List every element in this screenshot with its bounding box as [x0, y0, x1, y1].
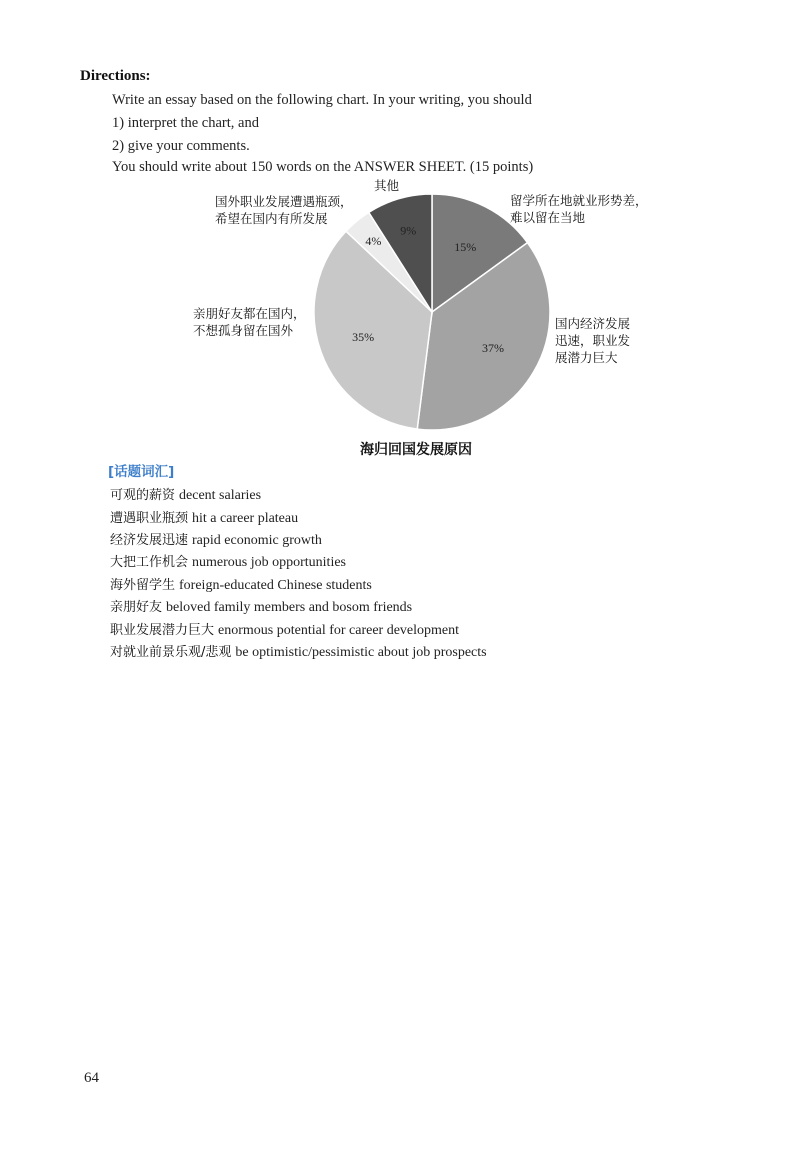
- vocabulary-english: hit a career plateau: [192, 511, 299, 526]
- slice-value-label: 4%: [365, 234, 382, 249]
- slice-annotation: 不想孤身留在国外: [193, 323, 294, 338]
- vocabulary-item: [110, 574, 372, 594]
- vocabulary-english: beloved family members and bosom friends: [166, 600, 413, 615]
- slice-annotation: 其他: [374, 178, 400, 193]
- vocabulary-chinese: 经济发展迅速: [110, 533, 189, 548]
- vocabulary-chinese: 海外留学生: [110, 578, 176, 593]
- instruction-line: Write an essay based on the following chart. In your writing, you should: [112, 92, 532, 108]
- vocabulary-item: [110, 596, 412, 616]
- slice-annotation: 亲朋好友都在国内，: [193, 306, 306, 321]
- vocabulary-header: [话题词汇]: [108, 464, 175, 480]
- vocabulary-item: [110, 529, 322, 549]
- instruction-line: 2) give your comments.: [112, 138, 250, 154]
- vocabulary-english: decent salaries: [179, 488, 262, 503]
- slice-annotation: 难以留在当地: [510, 210, 586, 225]
- slice-value-label: 37%: [481, 341, 504, 356]
- vocabulary-english: enormous potential for career development: [218, 623, 460, 638]
- slice-annotation: 展潜力巨大: [555, 350, 618, 365]
- slice-annotation: 希望在国内有所发展: [215, 211, 328, 226]
- slice-value-label: 35%: [352, 329, 375, 344]
- vocabulary-english: numerous job opportunities: [192, 555, 347, 570]
- instruction-line: 1) interpret the chart, and: [112, 115, 259, 131]
- vocabulary-chinese: 大把工作机会: [110, 555, 189, 570]
- directions-heading: Directions:: [80, 68, 151, 84]
- vocabulary-chinese: 可观的薪资: [110, 488, 176, 503]
- vocabulary-item: [110, 484, 261, 504]
- pie-chart-container: [0, 0, 800, 470]
- vocabulary-chinese: 亲朋好友: [110, 600, 163, 615]
- vocabulary-english: foreign-educated Chinese students: [179, 578, 372, 593]
- vocabulary-chinese: 职业发展潜力巨大: [110, 623, 215, 638]
- slice-annotation: 国内经济发展: [555, 316, 631, 331]
- pie-chart: [0, 0, 800, 470]
- slice-value-label: 9%: [400, 223, 417, 238]
- vocabulary-english: be optimistic/pessimistic about job prospects: [235, 645, 487, 660]
- vocabulary-item: [110, 551, 346, 571]
- instruction-line: You should write about 150 words on the ANSWER SHEET. (15 points): [112, 159, 534, 175]
- slice-value-label: 15%: [454, 239, 477, 254]
- vocabulary-item: [110, 641, 487, 661]
- chart-title: 海归回国发展原因: [360, 442, 472, 458]
- vocabulary-chinese: 对就业前景乐观/悲观: [110, 645, 232, 660]
- page-number: 64: [84, 1070, 99, 1086]
- slice-annotation: 留学所在地就业形势差，: [510, 193, 648, 208]
- vocabulary-english: rapid economic growth: [192, 533, 322, 548]
- vocabulary-chinese: 遭遇职业瓶颈: [110, 511, 189, 526]
- vocabulary-item: [110, 619, 459, 639]
- slice-annotation: 迅速，职业发: [555, 333, 631, 348]
- vocabulary-item: [110, 507, 298, 527]
- slice-annotation: 国外职业发展遭遇瓶颈，: [215, 194, 353, 209]
